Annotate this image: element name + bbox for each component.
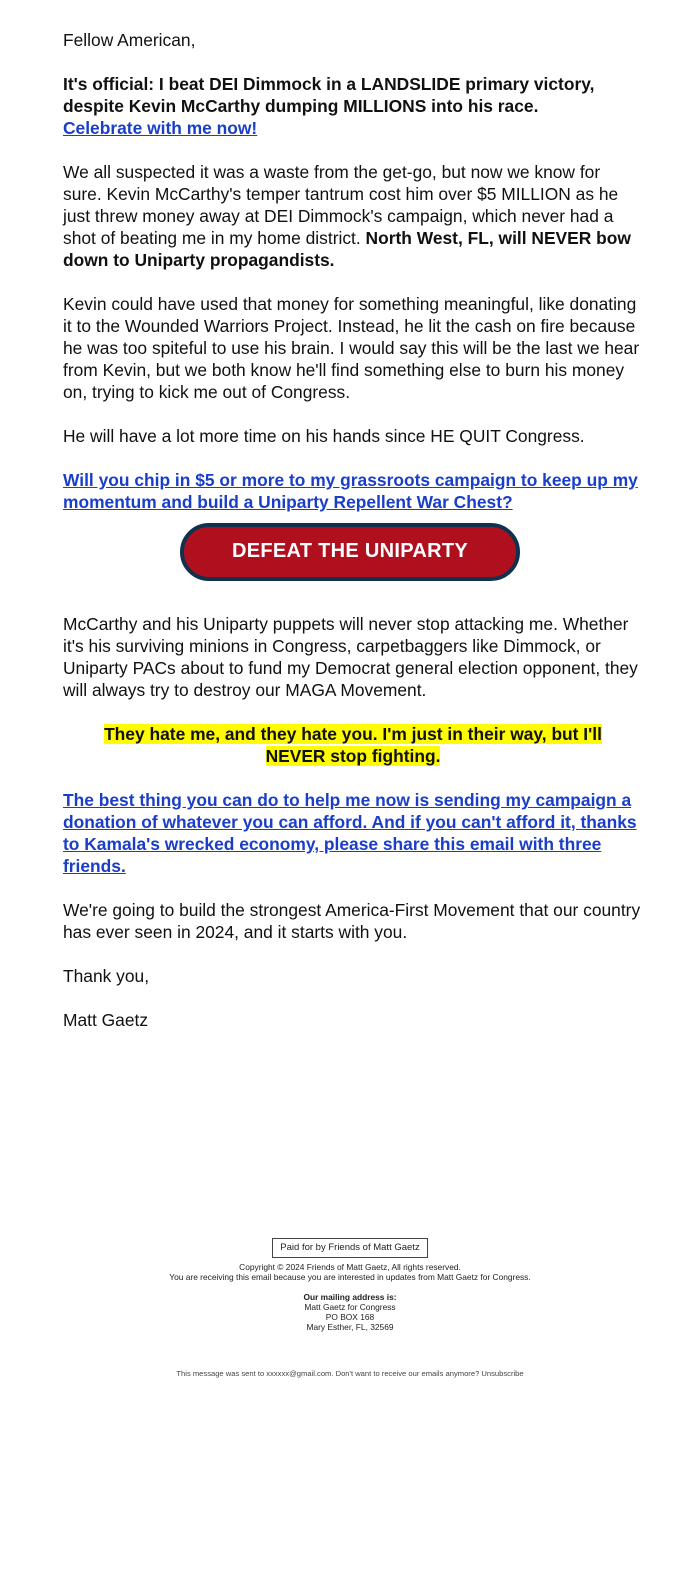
- footer-receiving-reason: You are receiving this email because you are interested in updates from Matt Gaetz for Congress.: [169, 1272, 531, 1282]
- defeat-uniparty-button[interactable]: DEFEAT THE UNIPARTY: [180, 523, 520, 581]
- highlight-callout: [63, 723, 643, 767]
- paragraph-uniparty-puppets: McCarthy and his Uniparty puppets will never stop attacking me. Whether it's his surviving minions in Congress, carpetbaggers like Dimmock, or Uniparty PACs about to fund my Democrat general election opponent, they will always try to destroy our MAGA Movement.: [63, 614, 638, 700]
- celebrate-link[interactable]: Celebrate with me now!: [63, 118, 258, 138]
- paragraph-mccarthy-waste-text: We all suspected it was a waste from the get-go, but now we know for sure. Kevin McCarthy's temper tantrum cost him over $5 MILLION as he just threw money away at DEI Dimmock's campaign, which never had a shot of beating me in my home district.: [63, 162, 619, 248]
- paragraph-kevin-money: Kevin could have used that money for something meaningful, like donating it to the Wounded Warriors Project. Instead, he lit the cash on fire because he was too spiteful to use his brain. I would say this will be the last we hear from Kevin, but we both know he'll find something else to burn his money on, trying to kick me out of Congress.: [63, 294, 640, 402]
- highlight-line-1: They hate me, and they hate you. I'm just in their way, but I'll: [104, 724, 602, 744]
- footer-sent-to: [0, 1369, 700, 1379]
- footer-address-city: Mary Esther, FL, 32569: [306, 1322, 394, 1332]
- footer-address-name: Matt Gaetz for Congress: [304, 1302, 396, 1312]
- highlight-line-2: NEVER stop fighting.: [265, 746, 441, 766]
- chip-in-paragraph: [63, 469, 643, 513]
- paragraph-america-first: We're going to build the strongest America-First Movement that our country has ever seen in 2024, and it starts with you.: [63, 900, 641, 942]
- paragraph-mccarthy-waste: [63, 161, 643, 271]
- chip-in-link[interactable]: Will you chip in $5 or more to my grassroots campaign to keep up my momentum and build a Uniparty Repellent War Chest?: [63, 470, 638, 512]
- footer-sent-to-text[interactable]: This message was sent to xxxxxx@gmail.com. Don't want to receive our emails anymore? Unsubscribe: [176, 1369, 524, 1378]
- cta-container: [180, 523, 520, 581]
- email-body: [63, 29, 643, 513]
- footer-copyright-block: [0, 1262, 700, 1282]
- headline: [63, 73, 643, 139]
- signoff: Thank you,: [63, 966, 150, 986]
- greeting: Fellow American,: [63, 30, 196, 50]
- paragraph-mccarthy-waste-bold: North West, FL, will NEVER bow down to Uniparty propagandists.: [63, 228, 631, 270]
- footer-mailing-address: [0, 1292, 700, 1332]
- email-body-lower: [63, 613, 643, 1031]
- donate-link[interactable]: The best thing you can do to help me now is sending my campaign a donation of whatever you can afford. And if you can't afford it, thanks to Kamala's wrecked economy, please share this email with three friends.: [63, 790, 637, 876]
- signature: Matt Gaetz: [63, 1010, 149, 1030]
- paid-for-box: Paid for by Friends of Matt Gaetz: [272, 1238, 428, 1258]
- footer-copyright: Copyright © 2024 Friends of Matt Gaetz, All rights reserved.: [239, 1262, 461, 1272]
- footer-address-po: PO BOX 168: [325, 1312, 375, 1322]
- footer-mailing-heading: Our mailing address is:: [303, 1292, 397, 1302]
- donate-paragraph: [63, 789, 643, 877]
- paragraph-quit-congress: He will have a lot more time on his hands since HE QUIT Congress.: [63, 426, 585, 446]
- headline-text: It's official: I beat DEI Dimmock in a LANDSLIDE primary victory, despite Kevin McCarthy dumping MILLIONS into his race.: [63, 74, 595, 116]
